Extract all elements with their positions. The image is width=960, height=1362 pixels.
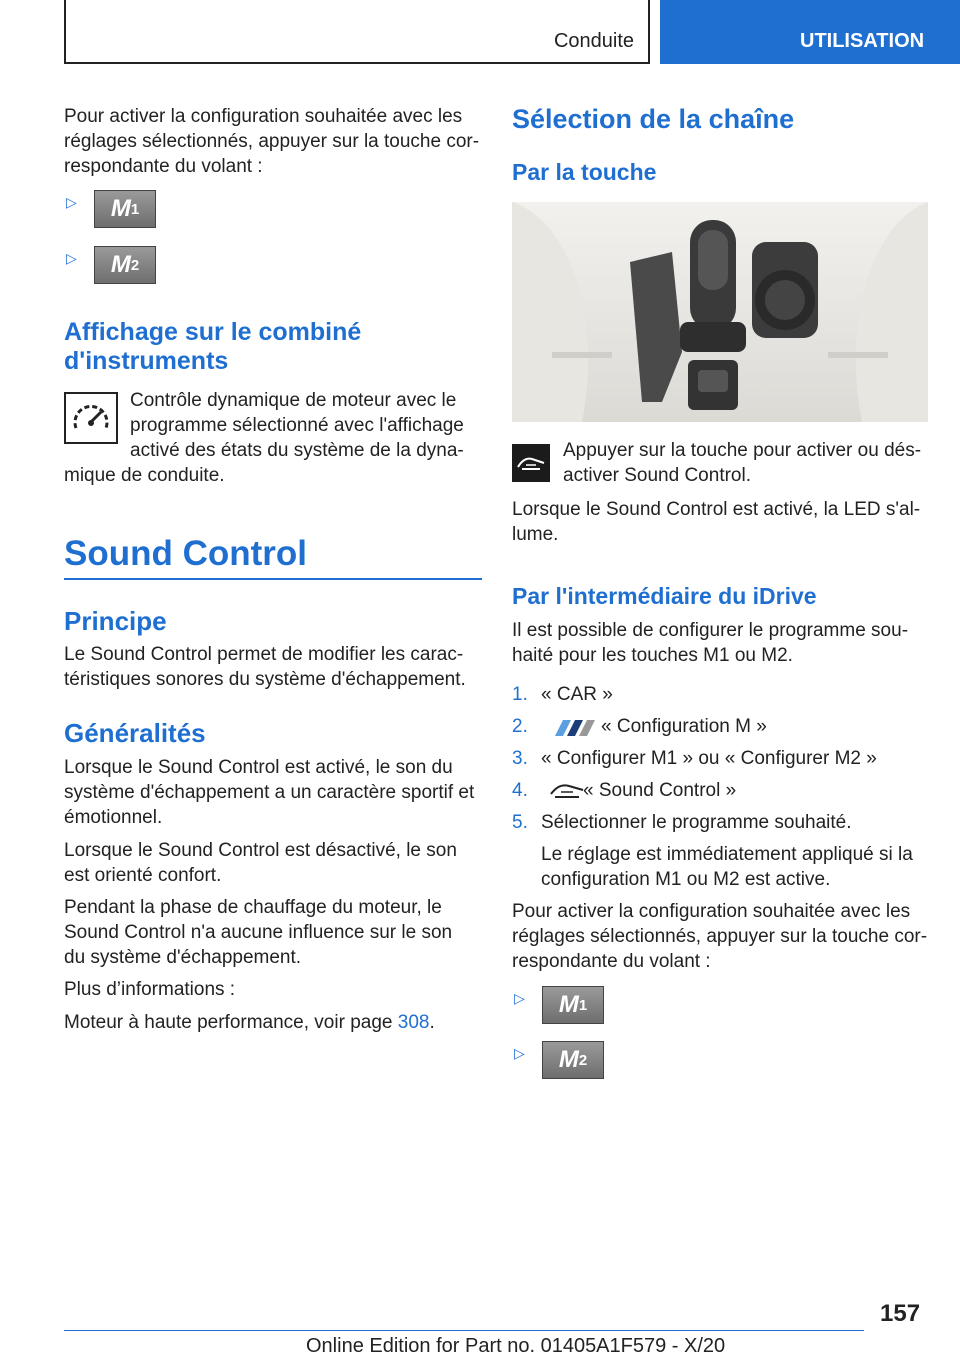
sound-control-button-icon (512, 444, 550, 482)
footer-edition: Online Edition for Part no. 01405A1F579 - X/20 (306, 1335, 726, 1357)
idrive-title: Par l'intermédiaire du iDrive (512, 583, 817, 609)
affichage-title-2: d'instruments (64, 347, 229, 375)
step5-sub-2: configuration M1 ou M2 est active. (541, 869, 831, 890)
touche-text-1: Appuyer sur la touche pour activer ou dés- (563, 440, 922, 461)
led-text-2: lume. (512, 524, 559, 545)
gen-p4: Plus d’informations : (64, 979, 236, 1000)
affichage-text-2: programme sélectionné avec l'affichage (130, 415, 464, 436)
header-chapter: UTILISATION (800, 30, 925, 52)
gen-p3-3: du système d'échappement. (64, 947, 302, 968)
left-column (64, 104, 482, 179)
generalites-title: Généralités (64, 718, 206, 748)
selection-title: Sélection de la chaîne (512, 104, 795, 134)
m2-button-icon: M 2 (542, 1041, 604, 1079)
sound-control-icon (549, 780, 587, 800)
bullet-triangle-icon: ▷ (514, 1045, 525, 1061)
header-section: Conduite (553, 30, 634, 52)
outro-line-1: Pour activer la configuration souhaitée avec les (512, 901, 911, 922)
intro-line-2: réglages sélectionnés, appuyer sur la touche cor- (64, 131, 480, 152)
m1-button-icon: M 1 (542, 986, 604, 1024)
bullet-triangle-icon: ▷ (514, 990, 525, 1006)
gen-p2-1: Lorsque le Sound Control est désactivé, le son (64, 840, 457, 861)
idrive-text-1: Il est possible de configurer le programme sou- (512, 620, 909, 641)
affichage-text-4: mique de conduite. (64, 465, 225, 486)
gen-p5: Moteur à haute performance, voir page 308. (64, 1012, 435, 1033)
m2-button-icon: M 2 (94, 246, 156, 284)
gen-p1-2: système d'échappement a un caractère sportif et (64, 782, 475, 803)
intro-line-1: Pour activer la configuration souhaitée avec les (64, 106, 463, 127)
gen-p1-1: Lorsque le Sound Control est activé, le son du (64, 757, 453, 778)
affichage-text-3: activé des états du système de la dyna- (130, 440, 464, 461)
principe-title: Principe (64, 606, 167, 636)
m-stripes-icon (549, 718, 601, 734)
sound-control-title: Sound Control (64, 534, 308, 573)
header-chapter-tab (660, 0, 960, 64)
outro-line-3: respondante du volant : (512, 951, 711, 972)
intro-line-3: respondante du volant : (64, 156, 263, 177)
page-link-308[interactable]: 308 (397, 1012, 430, 1033)
gauge-icon (64, 392, 118, 444)
idrive-text-2: haité pour les touches M1 ou M2. (512, 645, 793, 666)
touche-text-2: activer Sound Control. (563, 465, 751, 486)
steps-list: 1. « CAR » 2. « Configuration M » 3. « Configurer M1 » ou « Configurer M2 » 4. « Sound Control » 5. Sélectionner le programme souhaité. (512, 684, 877, 833)
page-number: 157 (880, 1300, 921, 1327)
header-box (64, 0, 650, 64)
footer-rule (64, 1330, 864, 1331)
bullet-triangle-icon: ▷ (66, 194, 77, 210)
gen-p3-1: Pendant la phase de chauffage du moteur, le (64, 897, 442, 918)
led-text-1: Lorsque le Sound Control est activé, la LED s'al- (512, 499, 921, 520)
touche-title: Par la touche (512, 159, 657, 185)
affichage-text-1: Contrôle dynamique de moteur avec le (130, 390, 457, 411)
principe-line-1: Le Sound Control permet de modifier les carac- (64, 644, 464, 665)
gen-p3-2: Sound Control n'a aucune influence sur le son (64, 922, 453, 943)
gen-p1-3: émotionnel. (64, 807, 163, 828)
outro-line-2: réglages sélectionnés, appuyer sur la touche cor- (512, 926, 928, 947)
center-console-image (512, 202, 928, 422)
m1-button-icon: M 1 (94, 190, 156, 228)
principe-line-2: téristiques sonores du système d'échappement. (64, 669, 466, 690)
gen-p2-2: est orienté confort. (64, 865, 222, 886)
step5-sub-1: Le réglage est immédiatement appliqué si la (541, 844, 913, 865)
bullet-triangle-icon: ▷ (66, 250, 77, 266)
section-rule (64, 578, 482, 580)
affichage-title-1: Affichage sur le combiné (64, 318, 362, 346)
